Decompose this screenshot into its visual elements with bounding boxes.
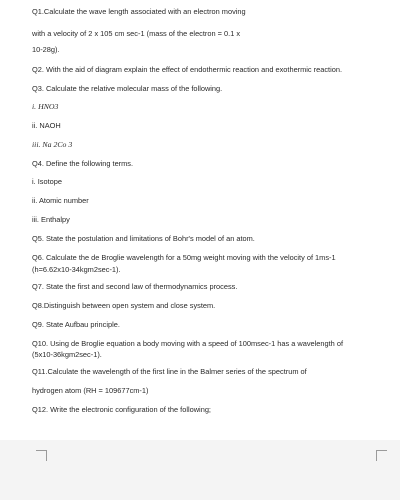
q12-line: Q12. Write the electronic configuration of the following; bbox=[32, 405, 211, 414]
q2-line: Q2. With the aid of diagram explain the effect of endothermic reaction and exothermic reaction. bbox=[32, 65, 343, 74]
q9-line: Q9. State Aufbau principle. bbox=[32, 320, 120, 329]
q8-line: Q8.Distinguish between open system and close system. bbox=[32, 301, 216, 310]
q5-line: Q5. State the postulation and limitations of Bohr's model of an atom. bbox=[32, 234, 255, 243]
q1-line-2: with a velocity of 2 x 105 cm sec-1 (mass of the electron = 0.1 x bbox=[32, 29, 241, 38]
crop-mark-left-icon bbox=[36, 450, 47, 461]
q4-item-2: ii. Atomic number bbox=[32, 196, 89, 205]
q11-line-1: Q11.Calculate the wavelength of the first line in the Balmer series of the spectrum of bbox=[32, 367, 307, 376]
q1-line-3: 10-28g). bbox=[32, 45, 60, 54]
q3-item-2: ii. NAOH bbox=[32, 121, 61, 130]
q10-line-2: (5x10-36kgm2sec-1). bbox=[32, 350, 102, 359]
q3-line: Q3. Calculate the relative molecular mass of the following. bbox=[32, 84, 223, 93]
page-gap bbox=[0, 440, 400, 500]
q7-line: Q7. State the first and second law of thermodynamics process. bbox=[32, 282, 238, 291]
q3-item-3: iii. Na 2Co 3 bbox=[32, 140, 73, 149]
crop-mark-right-icon bbox=[376, 450, 387, 461]
q3-item-1: i. HNO3 bbox=[32, 102, 59, 111]
q1-line-1: Q1.Calculate the wave length associated with an electron moving bbox=[32, 7, 246, 16]
q4-item-3: iii. Enthalpy bbox=[32, 215, 70, 224]
q11-line-2: hydrogen atom (RH = 109677cm-1) bbox=[32, 386, 149, 395]
q10-line-1: Q10. Using de Broglie equation a body moving with a speed of 100msec-1 has a wavelength of bbox=[32, 339, 344, 348]
q4-line: Q4. Define the following terms. bbox=[32, 159, 134, 168]
q6-line-1: Q6. Calculate the de Broglie wavelength for a 50mg weight moving with the velocity of 1ms-1 bbox=[32, 253, 336, 262]
q6-line-2: (h=6.62x10-34kgm2sec-1). bbox=[32, 265, 121, 274]
q4-item-1: i. Isotope bbox=[32, 177, 62, 186]
